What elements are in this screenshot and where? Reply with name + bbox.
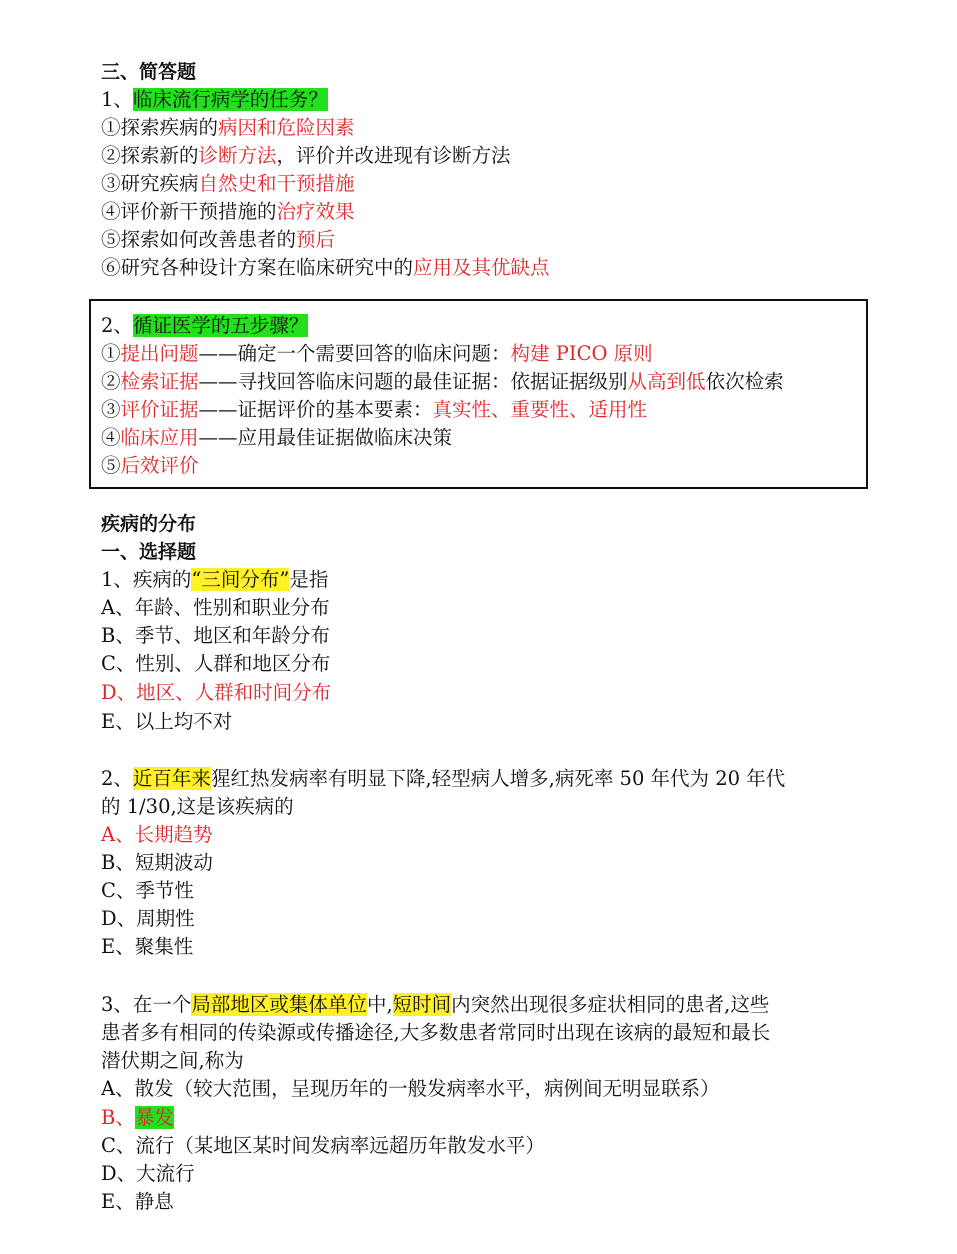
- step-text: ——寻找回答临床问题的最佳证据：依据证据级别: [198, 370, 628, 393]
- step-mark: ⑤: [101, 454, 121, 477]
- item-key-text: 治疗效果: [276, 200, 355, 223]
- mcq-2-stem-line-2: 的 1/30,这是该疾病的: [101, 795, 294, 818]
- mcq-2-option-e: E、聚集性: [101, 935, 194, 958]
- item-key-text: 自然史和干预措施: [198, 172, 355, 195]
- highlighted-term: “三间分布”: [191, 568, 290, 591]
- mcq-3-stem-line-2: 患者多有相同的传染源或传播途径,大多数患者常同时出现在该病的最短和最长: [101, 1021, 771, 1044]
- mcq-2-option-c: C、季节性: [101, 879, 194, 902]
- mcq-1-option-d-answer: D、地区、人群和时间分布: [101, 681, 332, 704]
- highlighted-term: 近百年来: [132, 767, 211, 790]
- step-key: 后效评价: [120, 454, 199, 477]
- step-key: 检索证据: [120, 370, 199, 393]
- task-item-2: [101, 142, 511, 170]
- step-mark: ④: [101, 426, 121, 449]
- ebm-step-5: [101, 452, 199, 480]
- highlighted-answer: 暴发: [134, 1106, 174, 1129]
- question-number: 2、: [101, 314, 133, 337]
- mcq-1-option-a: A、年龄、性别和职业分布: [101, 596, 330, 619]
- stem-text: 1、疾病的: [101, 568, 192, 591]
- stem-text-rest: 是指: [289, 568, 329, 591]
- option-prefix: B、: [101, 1106, 135, 1129]
- item-text: ②探索新的: [101, 144, 199, 167]
- question-number: 2、: [101, 767, 133, 790]
- item-key-text: 应用及其优缺点: [413, 256, 550, 279]
- highlighted-question: 循证医学的五步骤？: [132, 314, 309, 337]
- ebm-step-1: [101, 340, 653, 368]
- stem-text-rest: 内突然出现很多症状相同的患者,这些: [451, 993, 770, 1016]
- highlighted-question: 临床流行病学的任务？: [132, 88, 328, 111]
- step-mark: ③: [101, 398, 121, 421]
- highlighted-term-2: 短时间: [392, 993, 452, 1016]
- step-text: ——证据评价的基本要素：: [198, 398, 433, 421]
- item-key-text: 病因和危险因素: [218, 116, 355, 139]
- question-number: 1、: [101, 88, 133, 111]
- task-item-1: [101, 114, 355, 142]
- step-key-2: 从高到低: [627, 370, 706, 393]
- item-text: ⑥研究各种设计方案在临床研究中的: [101, 256, 414, 279]
- ebm-step-3: [101, 396, 647, 424]
- step-mark: ②: [101, 370, 121, 393]
- stem-text: 3、在一个: [101, 993, 192, 1016]
- step-key: 临床应用: [120, 426, 199, 449]
- step-key-2: 构建 PICO 原则: [510, 342, 653, 365]
- mcq-1-option-c: C、性别、人群和地区分布: [101, 652, 331, 675]
- section-heading-choice: 一、选择题: [101, 541, 197, 563]
- mcq-3-stem-line-1: [101, 991, 769, 1019]
- mcq-2-option-b: B、短期波动: [101, 851, 213, 874]
- mcq-2-option-a-answer: A、长期趋势: [101, 823, 213, 846]
- step-key-2: 真实性、重要性、适用性: [432, 398, 648, 421]
- step-key: 评价证据: [120, 398, 199, 421]
- item-key-text: 诊断方法: [198, 144, 277, 167]
- mcq-1-option-e: E、以上均不对: [101, 710, 233, 733]
- ebm-step-2: [101, 368, 784, 396]
- mcq-3-option-b-answer: [101, 1104, 174, 1132]
- task-item-5: [101, 226, 335, 254]
- mcq-3-option-e: E、静息: [101, 1190, 174, 1213]
- stem-text: 猩红热发病率有明显下降,轻型病人增多,病死率 50 年代为 20 年代: [210, 767, 786, 790]
- highlighted-term-1: 局部地区或集体单位: [191, 993, 367, 1016]
- mcq-1-option-b: B、季节、地区和年龄分布: [101, 624, 330, 647]
- question-2-title: [101, 312, 308, 340]
- mcq-3-option-a: A、散发（较大范围，呈现历年的一般发病率水平，病例间无明显联系）: [101, 1077, 720, 1100]
- mcq-1-stem: [101, 566, 328, 594]
- task-item-4: [101, 198, 355, 226]
- item-key-text: 预后: [296, 228, 336, 251]
- mcq-2-stem-line-1: [101, 765, 785, 793]
- task-item-6: [101, 254, 550, 282]
- mcq-3-stem-line-3: 潜伏期之间,称为: [101, 1049, 244, 1072]
- step-text: ——应用最佳证据做临床决策: [198, 426, 453, 449]
- section-title-distribution: 疾病的分布: [101, 513, 197, 535]
- ebm-step-4: [101, 424, 452, 452]
- step-text: ——确定一个需要回答的临床问题：: [198, 342, 511, 365]
- step-text-rest: 依次检索: [705, 370, 784, 393]
- mcq-3-option-d: D、大流行: [101, 1162, 195, 1185]
- step-mark: ①: [101, 342, 121, 365]
- item-text: ⑤探索如何改善患者的: [101, 228, 297, 251]
- stem-text-mid: 中,: [366, 993, 393, 1016]
- section-heading-short-answer: 三、简答题: [101, 61, 197, 83]
- item-text: ③研究疾病: [101, 172, 199, 195]
- item-text: ①探索疾病的: [101, 116, 219, 139]
- item-text-rest: ，评价并改进现有诊断方法: [276, 144, 511, 167]
- question-1-title: [101, 86, 328, 114]
- task-item-3: [101, 170, 355, 198]
- mcq-3-option-c: C、流行（某地区某时间发病率远超历年散发水平）: [101, 1134, 545, 1157]
- step-key: 提出问题: [120, 342, 199, 365]
- item-text: ④评价新干预措施的: [101, 200, 277, 223]
- mcq-2-option-d: D、周期性: [101, 907, 195, 930]
